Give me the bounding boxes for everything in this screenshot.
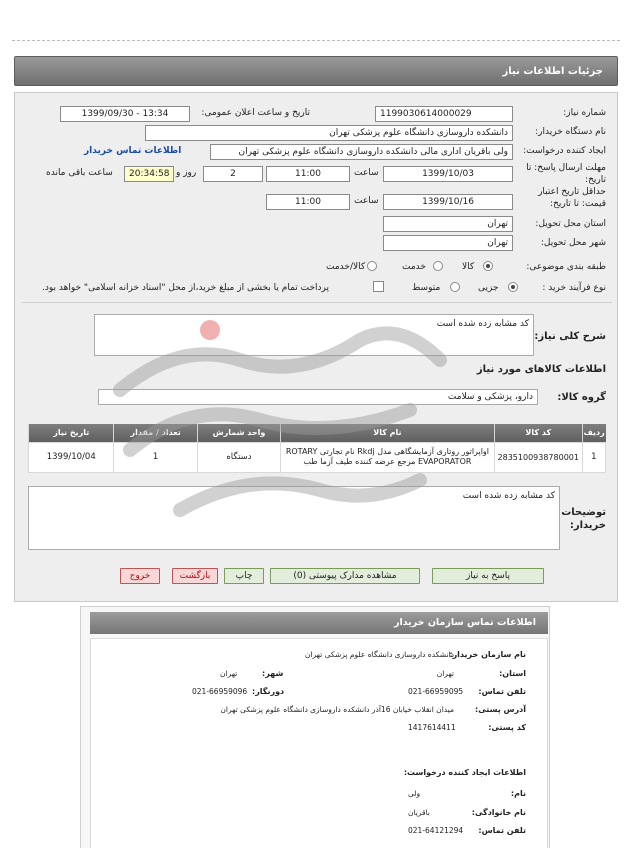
announce-label: تاریخ و ساعت اعلان عمومی: [201,108,310,118]
creator-section-title: اطلاعات ایجاد کننده درخواست: [403,768,526,777]
table-row[interactable] [29,442,606,472]
col-date: تاریخ نیاز [29,424,114,442]
postal-value: 1417614411 [408,723,456,732]
announce-field[interactable]: 1399/09/30 - 13:34 [60,106,190,122]
print-button[interactable]: چاپ [224,568,264,584]
days-label: روز و [176,168,197,178]
province-value: تهران [436,669,454,678]
phone-key: تلفن تماس: [478,687,526,696]
phone-value: 021-66959095 [408,687,464,696]
category-radio-goods[interactable] [483,261,493,271]
remaining-time-field: 20:34:58 [124,166,174,182]
creator-label: ایجاد کننده درخواست: [523,146,606,156]
goods-group-field[interactable]: دارو، پزشکی و سلامت [98,389,538,405]
process-label: نوع فرآیند خرید : [542,283,606,293]
buyer-label: نام دستگاه خریدار: [535,127,606,137]
creator-phone-key: تلفن تماس: [478,826,526,835]
province-label: استان محل تحویل: [535,219,606,229]
page-header [14,56,618,86]
exit-button[interactable]: خروج [120,568,160,584]
city-field[interactable]: تهران [383,235,513,251]
category-label: طبقه بندی موضوعی: [526,262,606,272]
validity-time-label: ساعت [354,196,379,206]
city-value: تهران [220,669,238,678]
deadline-date-field[interactable]: 1399/10/03 [383,166,513,182]
col-row: ردیف [582,424,605,442]
org-label: نام سازمان خریدار: [449,650,526,659]
validity-time-field[interactable]: 11:00 [266,194,350,210]
goods-group-label: گروه کالا: [557,392,606,403]
city-key: شهر: [262,669,284,678]
city-label: شهر محل تحویل: [540,238,606,248]
category-option-both: کالا/خدمت [326,262,366,272]
cell-qty: 1 [114,442,197,472]
category-option-service: خدمت [402,262,426,272]
page-title: جزئیات اطلاعات نیاز [502,66,603,77]
need-number-field[interactable]: 1199030614000029 [375,106,513,122]
process-option-minor: جزیی [478,283,499,293]
cell-name: اواپراتور روتاری آزمایشگاهی مدل Rkdj نام تجارتی ROTARY EVAPORATOR مرجع عرضه کننده طیف آزما طب [281,442,495,472]
top-divider [12,40,620,41]
col-name: نام کالا [281,424,495,442]
buyer-contact-link[interactable]: اطلاعات تماس خریدار [84,146,182,156]
address-key: آدرس پستی: [475,705,526,714]
validity-label: حداقل تاریخ اعتبار قیمت: تا تاریخ: [538,187,606,209]
province-field[interactable]: تهران [383,216,513,232]
remaining-label: ساعت باقی مانده [46,168,113,178]
org-value: دانشکده داروسازی دانشگاه علوم پزشکی تهران [304,650,454,659]
col-code: کد کالا [494,424,582,442]
days-field[interactable]: 2 [203,166,263,182]
cell-unit: دستگاه [197,442,280,472]
items-table [28,424,606,473]
creator-field[interactable]: ولی باقریان اداری مالی دانشکده داروسازی دانشگاه علوم پزشکی تهران [210,144,513,160]
col-qty: تعداد / مقدار [114,424,197,442]
postal-key: کد پستی: [488,723,526,732]
fax-value: 021-66959096 [192,687,248,696]
summary-label: شرح کلی نیاز: [534,331,606,342]
province-key: استان: [499,669,526,678]
process-radio-medium[interactable] [450,282,460,292]
divider [22,302,612,303]
contact-card-header [90,612,548,634]
treasury-checkbox[interactable] [373,281,384,292]
contact-card-title: اطلاعات تماس سازمان خریدار [393,617,536,628]
cell-date: 1399/10/04 [29,442,114,472]
buyer-notes-textarea[interactable]: کد مشابه زده شده است [28,486,560,550]
need-number-label: شماره نیاز: [563,108,606,118]
summary-textarea[interactable]: کد مشابه زده شده است [94,314,534,356]
creator-phone-value: 021-64121294 [408,826,464,835]
deadline-time-label: ساعت [354,168,379,178]
buyer-field[interactable]: دانشکده داروسازی دانشگاه علوم پزشکی تهران [145,125,513,141]
address-value: میدان انقلاب خیابان 16آذر دانشکده داروسازی دانشگاه علوم پزشکی تهران [220,705,454,714]
category-radio-both[interactable] [367,261,377,271]
buyer-notes-label: توضیحات خریدار: [561,507,606,531]
name-key: نام: [510,789,526,798]
family-key: نام خانوادگی: [471,808,526,817]
back-button[interactable]: بازگشت [172,568,218,584]
validity-date-field[interactable]: 1399/10/16 [383,194,513,210]
attachments-button[interactable]: مشاهده مدارک پیوستی (0) [270,568,420,584]
goods-section-title: اطلاعات کالاهای مورد نیاز [476,364,606,375]
cell-row: 1 [582,442,605,472]
reply-button[interactable]: پاسخ به نیاز [432,568,544,584]
deadline-label: مهلت ارسال پاسخ: تا تاریخ: [526,163,606,185]
category-option-goods: کالا [462,262,475,272]
process-radio-minor[interactable] [508,282,518,292]
process-option-medium: متوسط [412,283,441,293]
name-value: ولی [408,789,421,798]
fax-key: دورنگار: [252,687,285,696]
deadline-time-field[interactable]: 11:00 [266,166,350,182]
treasury-note: پرداخت تمام یا بخشی از مبلغ خرید،از محل "اسناد خزانه اسلامی" خواهد بود. [42,283,330,293]
category-radio-service[interactable] [433,261,443,271]
cell-code: 2835100938780001 [494,442,582,472]
family-value: باقریان [408,808,430,817]
items-table-header [29,424,606,442]
col-unit: واحد شمارش [197,424,280,442]
